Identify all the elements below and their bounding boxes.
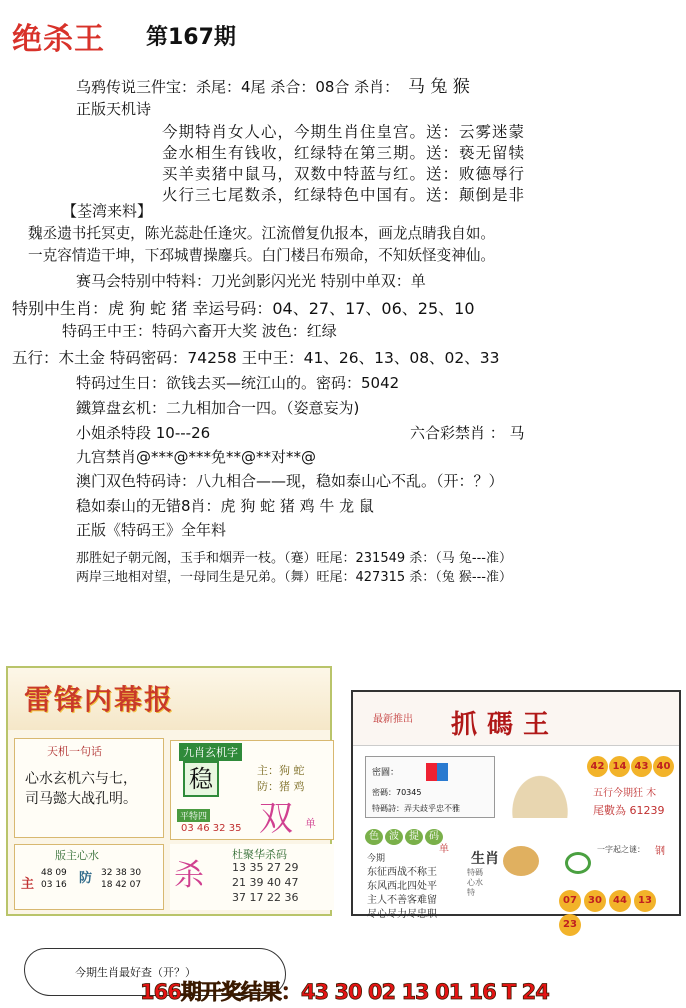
small-note-line-1: 特碼 — [467, 868, 483, 877]
brand-title: 绝杀王 — [12, 22, 105, 57]
number-ball: 23 — [559, 914, 581, 936]
fang-numbers-row-1: 32 38 30 — [101, 868, 142, 878]
tianji-text — [25, 769, 137, 809]
poster-leifeng-header — [8, 668, 330, 730]
line-birthday: 特码过生日：欲钱去买—统江山的。密码：5042 — [76, 374, 400, 392]
number-ball: 07 — [559, 890, 581, 912]
tag-badge: 波 — [385, 829, 403, 845]
line-segment: 小姐杀特段 10---26 — [76, 424, 211, 442]
poem-line-2: 金水相生有钱收，红绿特在第三期。送：亵无留犊 — [162, 144, 526, 162]
tianji-text-line-1: 心水玄机六与七， — [25, 771, 137, 787]
tag-badge: 码 — [425, 829, 443, 845]
nine-zodiac-box — [170, 740, 334, 840]
dan-character: 单 — [305, 817, 316, 830]
line-verse-2: 两岸三地相对望，一母同生是兄弟。（舞）旺尾：427315 杀：（兔 猴---准） — [76, 570, 512, 585]
number-ball: 40 — [653, 756, 674, 777]
hill-illustration — [497, 756, 583, 818]
fang-label: 防 — [79, 871, 93, 886]
dog-illustration — [503, 846, 539, 876]
moderator-box — [14, 844, 164, 910]
wen-character: 稳 — [183, 761, 219, 797]
poem-line-4: 火行三七尾数杀，红绿特色中国有。送：颠倒是非 — [162, 186, 526, 204]
poster-leifeng — [6, 666, 332, 916]
dan-label: 单 — [439, 844, 449, 855]
code-image-label: 密圖： — [372, 768, 400, 778]
kill-number-row-1: 13 35 27 29 — [232, 861, 299, 874]
riddle-value: 钢 — [655, 846, 665, 857]
poster-poem-head: 今期 — [367, 854, 386, 864]
zhu-numbers-row-2: 03 16 — [41, 880, 67, 890]
poster-zhuamawang — [351, 690, 681, 930]
line-king: 特码王中王：特码六畜开大奖 波色：红绿 — [62, 322, 337, 340]
shuang-character: 双 — [259, 799, 293, 839]
tianji-box — [14, 738, 164, 838]
line-source: 【荃湾来料】 — [62, 202, 153, 220]
bottom-number-balls — [559, 888, 679, 936]
guard-zodiacs: 防：猪 鸡 — [257, 780, 305, 793]
line-crow-legend — [76, 72, 470, 97]
pingte-label: 平特四 — [177, 809, 210, 822]
poster-poem — [367, 852, 437, 922]
issue-number: 第167期 — [146, 25, 236, 50]
code-box — [365, 756, 495, 818]
logo-icon — [426, 763, 448, 781]
line-abacus: 鐵算盘玄机：二九相加合一四。（姿意妄为) — [76, 399, 360, 417]
five-element-label: 五行今期狂 木 — [593, 788, 657, 799]
small-note — [467, 868, 483, 898]
line-nine-palace: 九宫禁肖@***@***免**@**对**@ — [76, 448, 317, 466]
pingte-numbers: 03 46 32 35 — [181, 823, 242, 834]
small-note-line-2: 心水 — [467, 878, 483, 887]
number-ball: 42 — [587, 756, 608, 777]
main-zodiacs: 主：狗 蛇 — [257, 764, 305, 777]
line-eight-zodiac: 稳如泰山的无错8肖：虎 狗 蛇 猪 鸡 牛 龙 鼠 — [76, 497, 374, 515]
sha-character: 杀 — [174, 858, 204, 893]
poem-line-3: 买羊卖猪中鼠马，双数中特蓝与红。送：败德辱行 — [162, 165, 526, 183]
tag-badge: 色 — [365, 829, 383, 845]
kill-number-row-2: 21 39 40 47 — [232, 876, 299, 889]
line-annual: 正版《特码王》全年料 — [76, 521, 227, 539]
snake-illustration — [565, 852, 591, 874]
line-verse-1: 那胜妃子朝元阁，玉手和烟弄一枝。（蹇）旺尾：231549 杀：（马 兔---准） — [76, 551, 512, 566]
kill-number-row-3: 37 17 22 36 — [232, 891, 299, 904]
new-release-label: 最新推出 — [373, 714, 413, 725]
cloud-text: 今期生肖最好查（开？） — [75, 966, 196, 979]
draw-result: 166期开奖结果：43 30 02 13 01 16 T 24 — [140, 980, 549, 1004]
tianji-heading: 天机一句话 — [47, 745, 102, 758]
fang-numbers-row-2: 18 42 07 — [101, 880, 142, 890]
line-ban-zodiac: 六合彩禁肖 ： 马 — [410, 424, 525, 442]
line-poem-heading: 正版天机诗 — [76, 100, 152, 118]
number-ball: 13 — [634, 890, 656, 912]
prose-line-1: 魏丞遗书托冥吏，陈光蕊赴任逢灾。江流僧复仇报本，画龙点睛我自如。 — [28, 225, 496, 242]
tianji-text-line-2: 司马懿大战孔明。 — [25, 791, 137, 807]
number-ball: 43 — [631, 756, 652, 777]
number-ball: 14 — [609, 756, 630, 777]
poster-leifeng-title: 雷锋内幕报 — [24, 683, 175, 716]
poster-poem-line-2: 东风西北四处平 — [367, 881, 437, 892]
color-tags — [365, 824, 445, 845]
line-special-zodiac: 特别中生肖：虎 狗 蛇 猪 幸运号码：04、27、17、06、25、10 — [12, 299, 475, 318]
fang-numbers — [101, 867, 141, 891]
zhu-label: 主 — [21, 877, 35, 892]
kill-number-heading: 杜聚华杀码 — [232, 848, 287, 861]
line-racing: 赛马会特别中特料：刀光剑影闪光光 特别中单双：单 — [76, 272, 426, 290]
crow-legend-zodiacs: 马 兔 猴 — [407, 77, 470, 97]
number-ball: 30 — [584, 890, 606, 912]
zhu-numbers — [41, 867, 67, 891]
shengxiao-label: 生肖 — [471, 851, 499, 867]
tail-number-label: 尾數為 61239 — [593, 804, 665, 817]
crow-legend-text: 乌鸦传说三件宝：杀尾：4尾 杀合：08合 杀肖： — [76, 78, 400, 96]
nine-zodiac-heading: 九肖玄机字 — [179, 743, 242, 761]
poster-poem-line-4: 尽心尽力尽忠职 — [367, 909, 437, 920]
tag-badge: 提 — [405, 829, 423, 845]
top-number-balls — [587, 754, 679, 777]
moderator-heading: 版主心水 — [55, 849, 99, 862]
poster-zhuamawang-title: 抓碼王 — [451, 710, 560, 740]
zhu-numbers-row-1: 48 09 — [41, 868, 67, 878]
code-poem: 特碼詩：弄夫歧乎忠不雅 — [372, 804, 460, 813]
number-ball: 44 — [609, 890, 631, 912]
poem-line-1: 今期特肖女人心，今期生肖住皇宫。送：云雾迷蒙 — [162, 123, 526, 141]
poster-zhuamawang-header — [353, 692, 679, 746]
line-macau-poem: 澳门双色特码诗：八九相合——现，稳如泰山心不乱。（开：？） — [76, 472, 504, 490]
line-five-elements: 五行：木土金 特码密码：74258 王中王：41、26、13、08、02、33 — [12, 349, 500, 367]
prose-line-2: 一克容情造干坤，下邳城曹操鏖兵。白门楼吕布殒命，不知妖怪变神仙。 — [28, 247, 496, 264]
riddle-label: 一字起之谜： — [597, 845, 645, 854]
code-number: 密碼：70345 — [372, 788, 422, 797]
poster-poem-line-1: 东征西战不称王 — [367, 867, 437, 878]
poster-poem-line-3: 主人不善客难留 — [367, 895, 437, 906]
kill-number-grid — [232, 860, 298, 905]
small-note-line-3: 特 — [467, 888, 475, 897]
kill-number-box — [170, 844, 334, 910]
